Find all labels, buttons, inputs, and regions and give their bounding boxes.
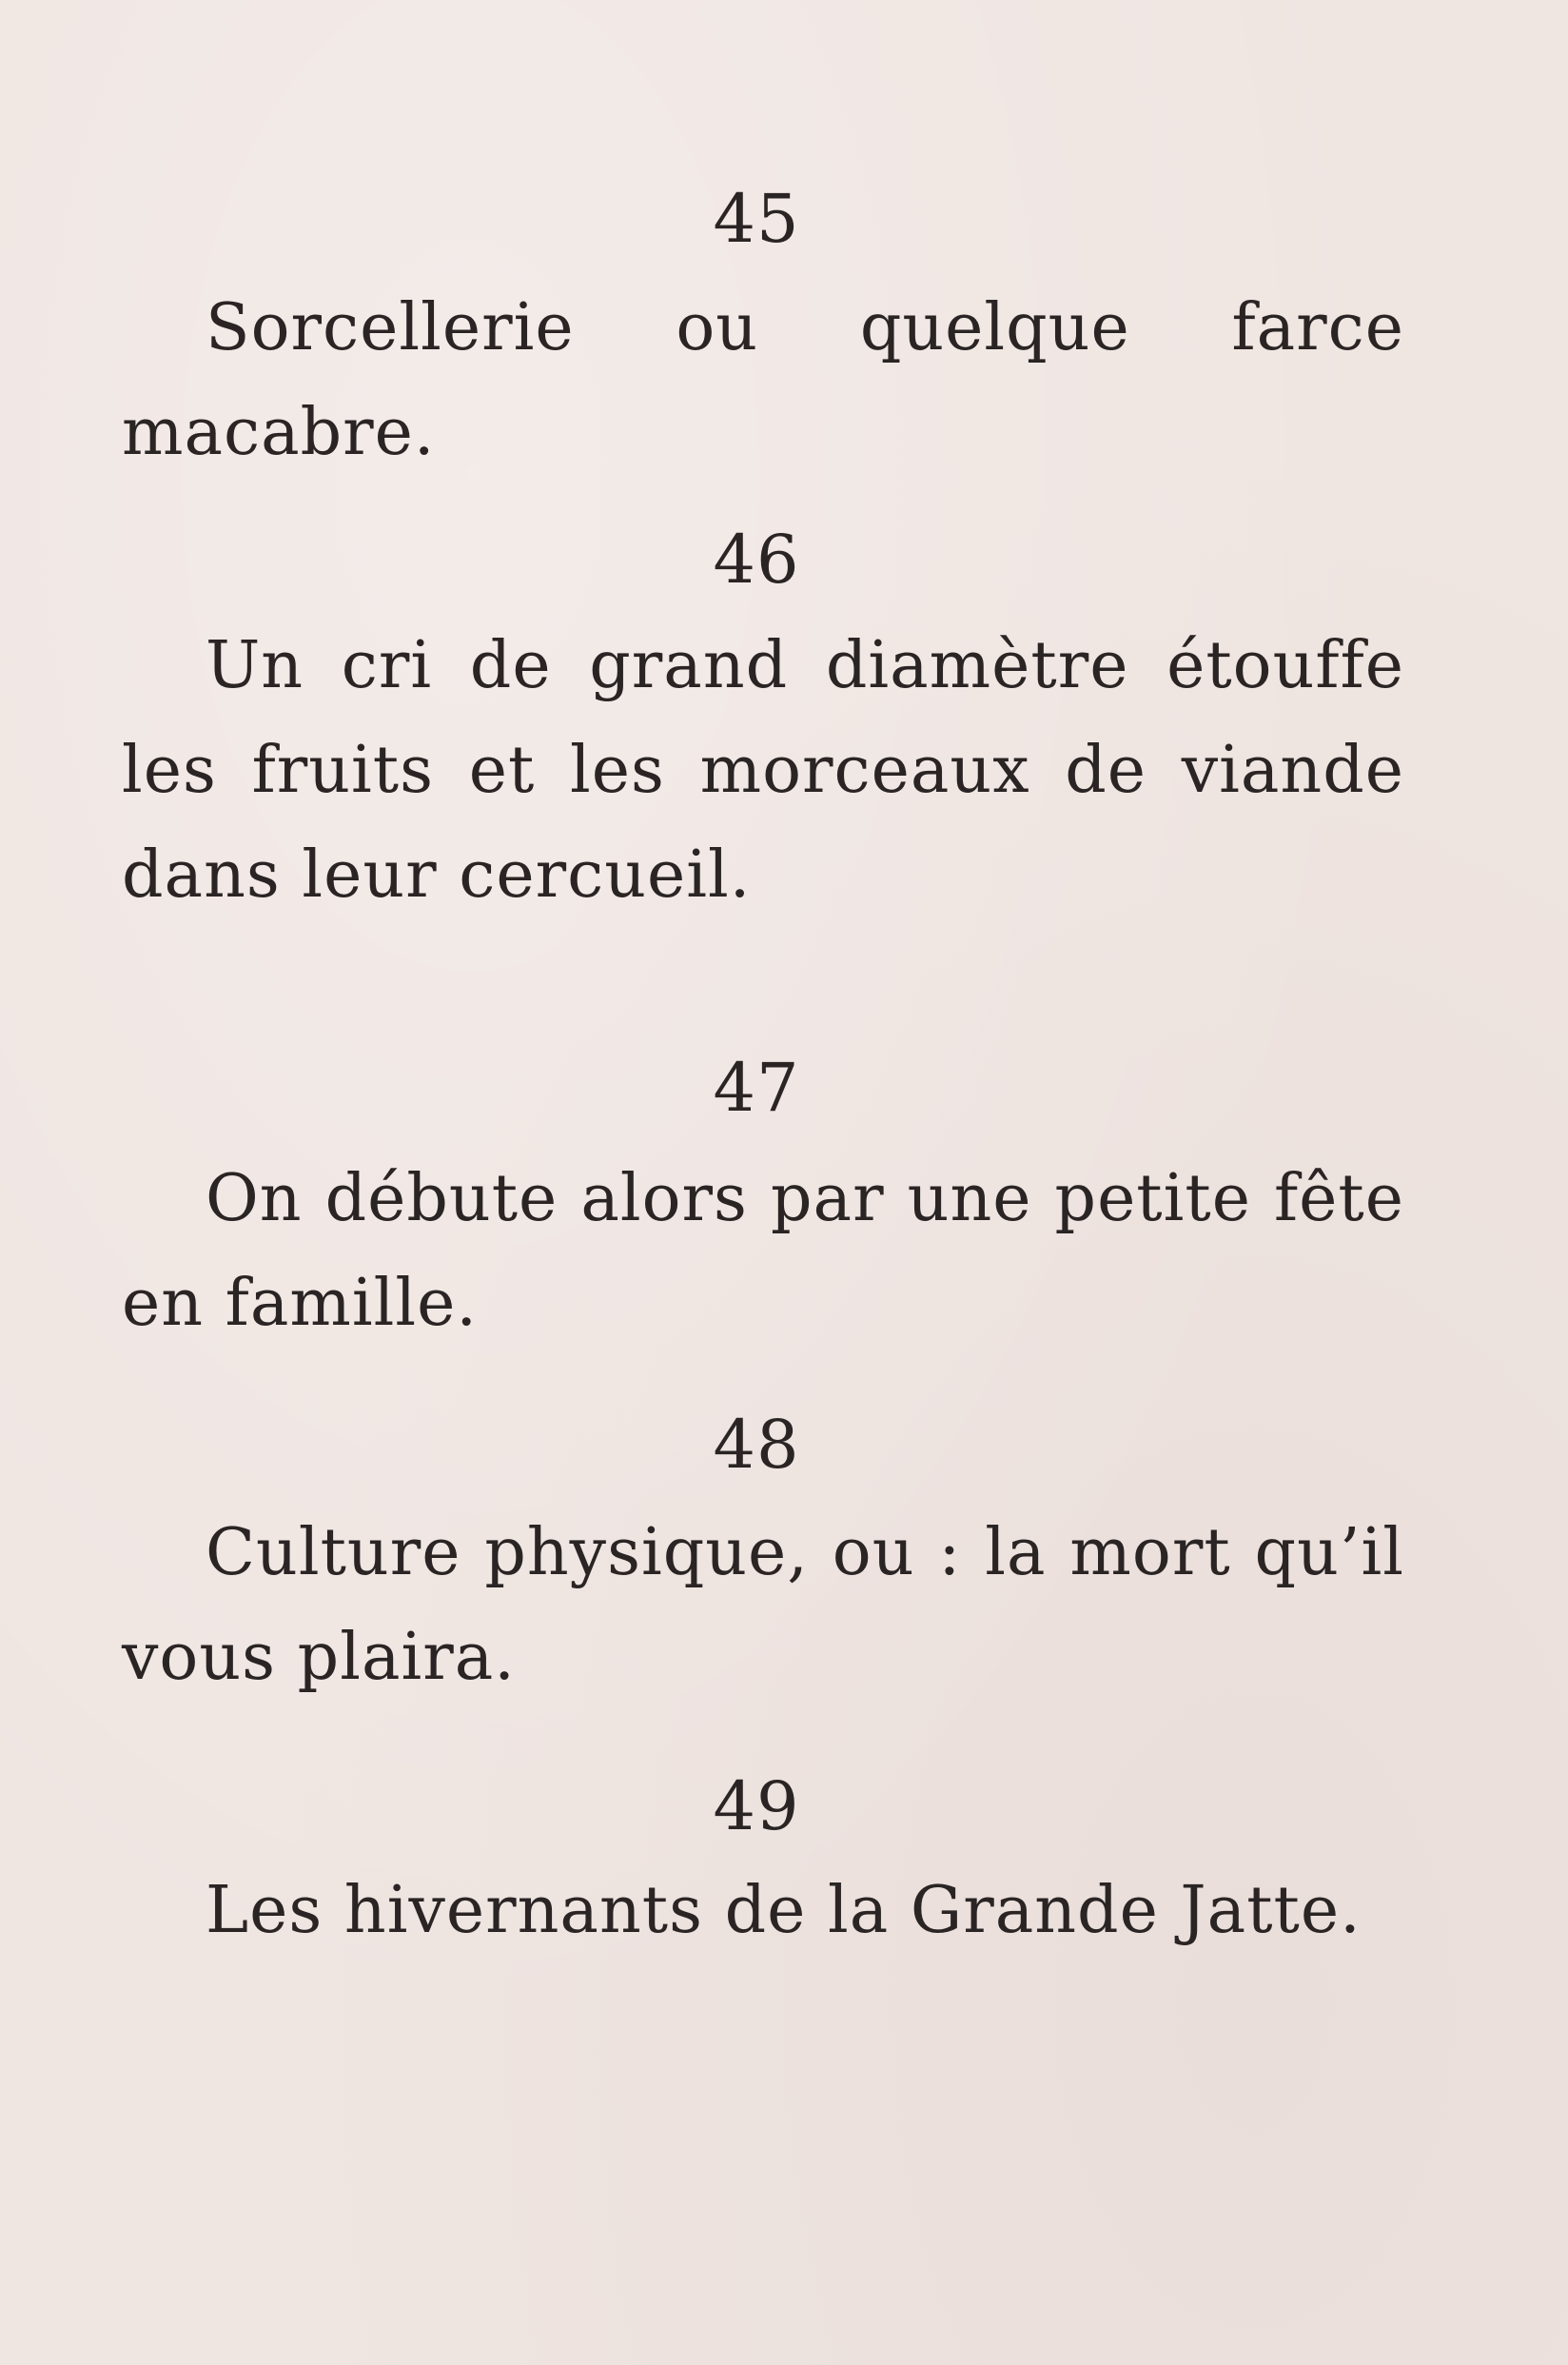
entry-text-46: Un cri de grand diamètre étouffe les fruits et les morceaux de viande dans leur cercueil. [122, 628, 1404, 913]
entry-number-48: 48 [713, 1406, 800, 1484]
entry-number-46: 46 [713, 521, 800, 599]
entry-text-48: Culture physique, ou : la mort qu’il vous plaira. [122, 1515, 1404, 1695]
entry-text-45: Sorcellerie ou quelque farce macabre. [122, 290, 1404, 470]
entry-number-45: 45 [713, 180, 800, 258]
entry-number-49: 49 [713, 1767, 800, 1845]
entry-number-47: 47 [713, 1049, 800, 1127]
entry-text-49: Les hivernants de la Grande Jatte. [206, 1873, 1362, 1948]
entry-text-47: On débute alors par une petite fête en famille. [122, 1161, 1404, 1341]
